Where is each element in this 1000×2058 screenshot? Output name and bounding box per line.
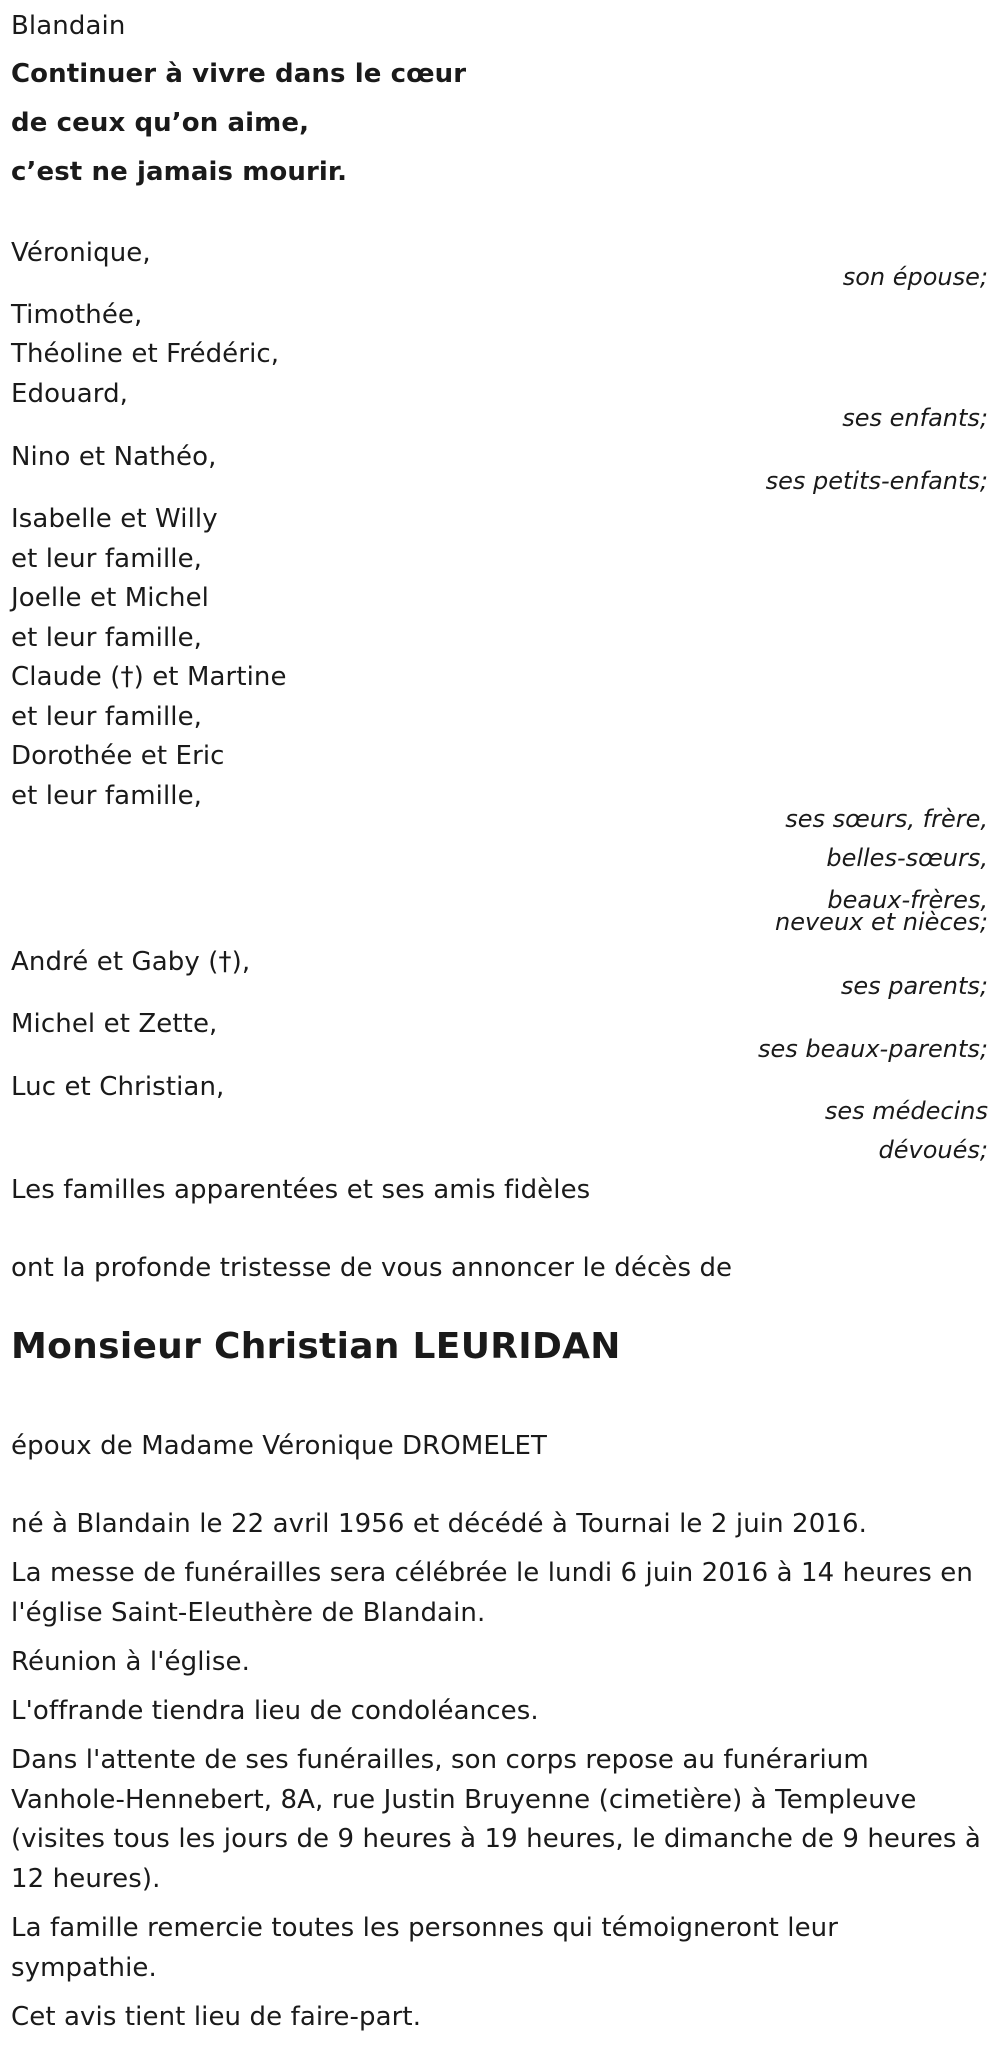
sibling-line: Isabelle et Willy xyxy=(11,504,218,534)
doctors-role-line: dévoués; xyxy=(878,1136,988,1164)
other-families: Les familles apparentées et ses amis fidèles xyxy=(11,1175,591,1205)
rest-line: 12 heures). xyxy=(11,1864,161,1894)
siblings-role-line: belles-sœurs, xyxy=(826,844,988,872)
birth-death: né à Blandain le 22 avril 1956 et décédé à Tournai le 2 juin 2016. xyxy=(11,1509,867,1539)
doctors-role-line: ses médecins xyxy=(824,1097,988,1125)
spouse-of: époux de Madame Véronique DROMELET xyxy=(11,1431,548,1461)
mass-line: La messe de funérailles sera célébrée le lundi 6 juin 2016 à 14 heures en xyxy=(11,1558,973,1588)
sibling-line: et leur famille, xyxy=(11,702,203,732)
place-name: Blandain xyxy=(11,11,126,41)
sibling-line: et leur famille, xyxy=(11,781,203,811)
parents-role: ses parents; xyxy=(840,972,988,1000)
thanks-line: La famille remercie toutes les personnes qui témoigneront leur xyxy=(11,1913,839,1943)
quote-line: de ceux qu’on aime, xyxy=(11,108,310,138)
mass-line: l'église Saint-Eleuthère de Blandain. xyxy=(11,1598,486,1628)
rest-line: Dans l'attente de ses funérailles, son corps repose au funérarium xyxy=(11,1745,869,1775)
siblings-role-line: ses sœurs, frère, xyxy=(785,805,988,833)
parents-in-law-role: ses beaux-parents; xyxy=(758,1035,988,1063)
child-name: Edouard, xyxy=(11,379,129,409)
sibling-line: Joelle et Michel xyxy=(11,583,209,613)
quote-line: c’est ne jamais mourir. xyxy=(11,157,348,187)
sibling-line: et leur famille, xyxy=(11,623,203,653)
sibling-line: Claude (†) et Martine xyxy=(11,662,287,692)
child-name: Théoline et Frédéric, xyxy=(11,339,280,369)
meeting-info: Réunion à l'église. xyxy=(11,1647,250,1677)
deceased-name: Monsieur Christian LEURIDAN xyxy=(11,1326,621,1367)
grandchildren-role: ses petits-enfants; xyxy=(765,467,988,495)
doctors-names: Luc et Christian, xyxy=(11,1072,225,1102)
offering-info: L'offrande tiendra lieu de condoléances. xyxy=(11,1696,539,1726)
grandchildren-names: Nino et Nathéo, xyxy=(11,442,217,472)
rest-line: Vanhole-Hennebert, 8A, rue Justin Bruyenne (cimetière) à Templeuve xyxy=(11,1785,917,1815)
child-name: Timothée, xyxy=(11,300,143,330)
announcement-intro: ont la profonde tristesse de vous annoncer le décès de xyxy=(11,1253,733,1283)
parents-names: André et Gaby (†), xyxy=(11,947,251,977)
spouse-role: son épouse; xyxy=(842,263,988,291)
children-role: ses enfants; xyxy=(842,404,988,432)
siblings-role-line: neveux et nièces; xyxy=(775,908,988,936)
sibling-line: Dorothée et Eric xyxy=(11,741,225,771)
notice-line: Cet avis tient lieu de faire-part. xyxy=(11,2002,422,2032)
siblings-role-line: beaux-frères, xyxy=(827,886,988,914)
sibling-line: et leur famille, xyxy=(11,544,203,574)
quote-line: Continuer à vivre dans le cœur xyxy=(11,59,467,89)
rest-line: (visites tous les jours de 9 heures à 19 heures, le dimanche de 9 heures à xyxy=(11,1824,981,1854)
spouse-name: Véronique, xyxy=(11,238,151,268)
parents-in-law-names: Michel et Zette, xyxy=(11,1009,218,1039)
thanks-line: sympathie. xyxy=(11,1953,157,1983)
